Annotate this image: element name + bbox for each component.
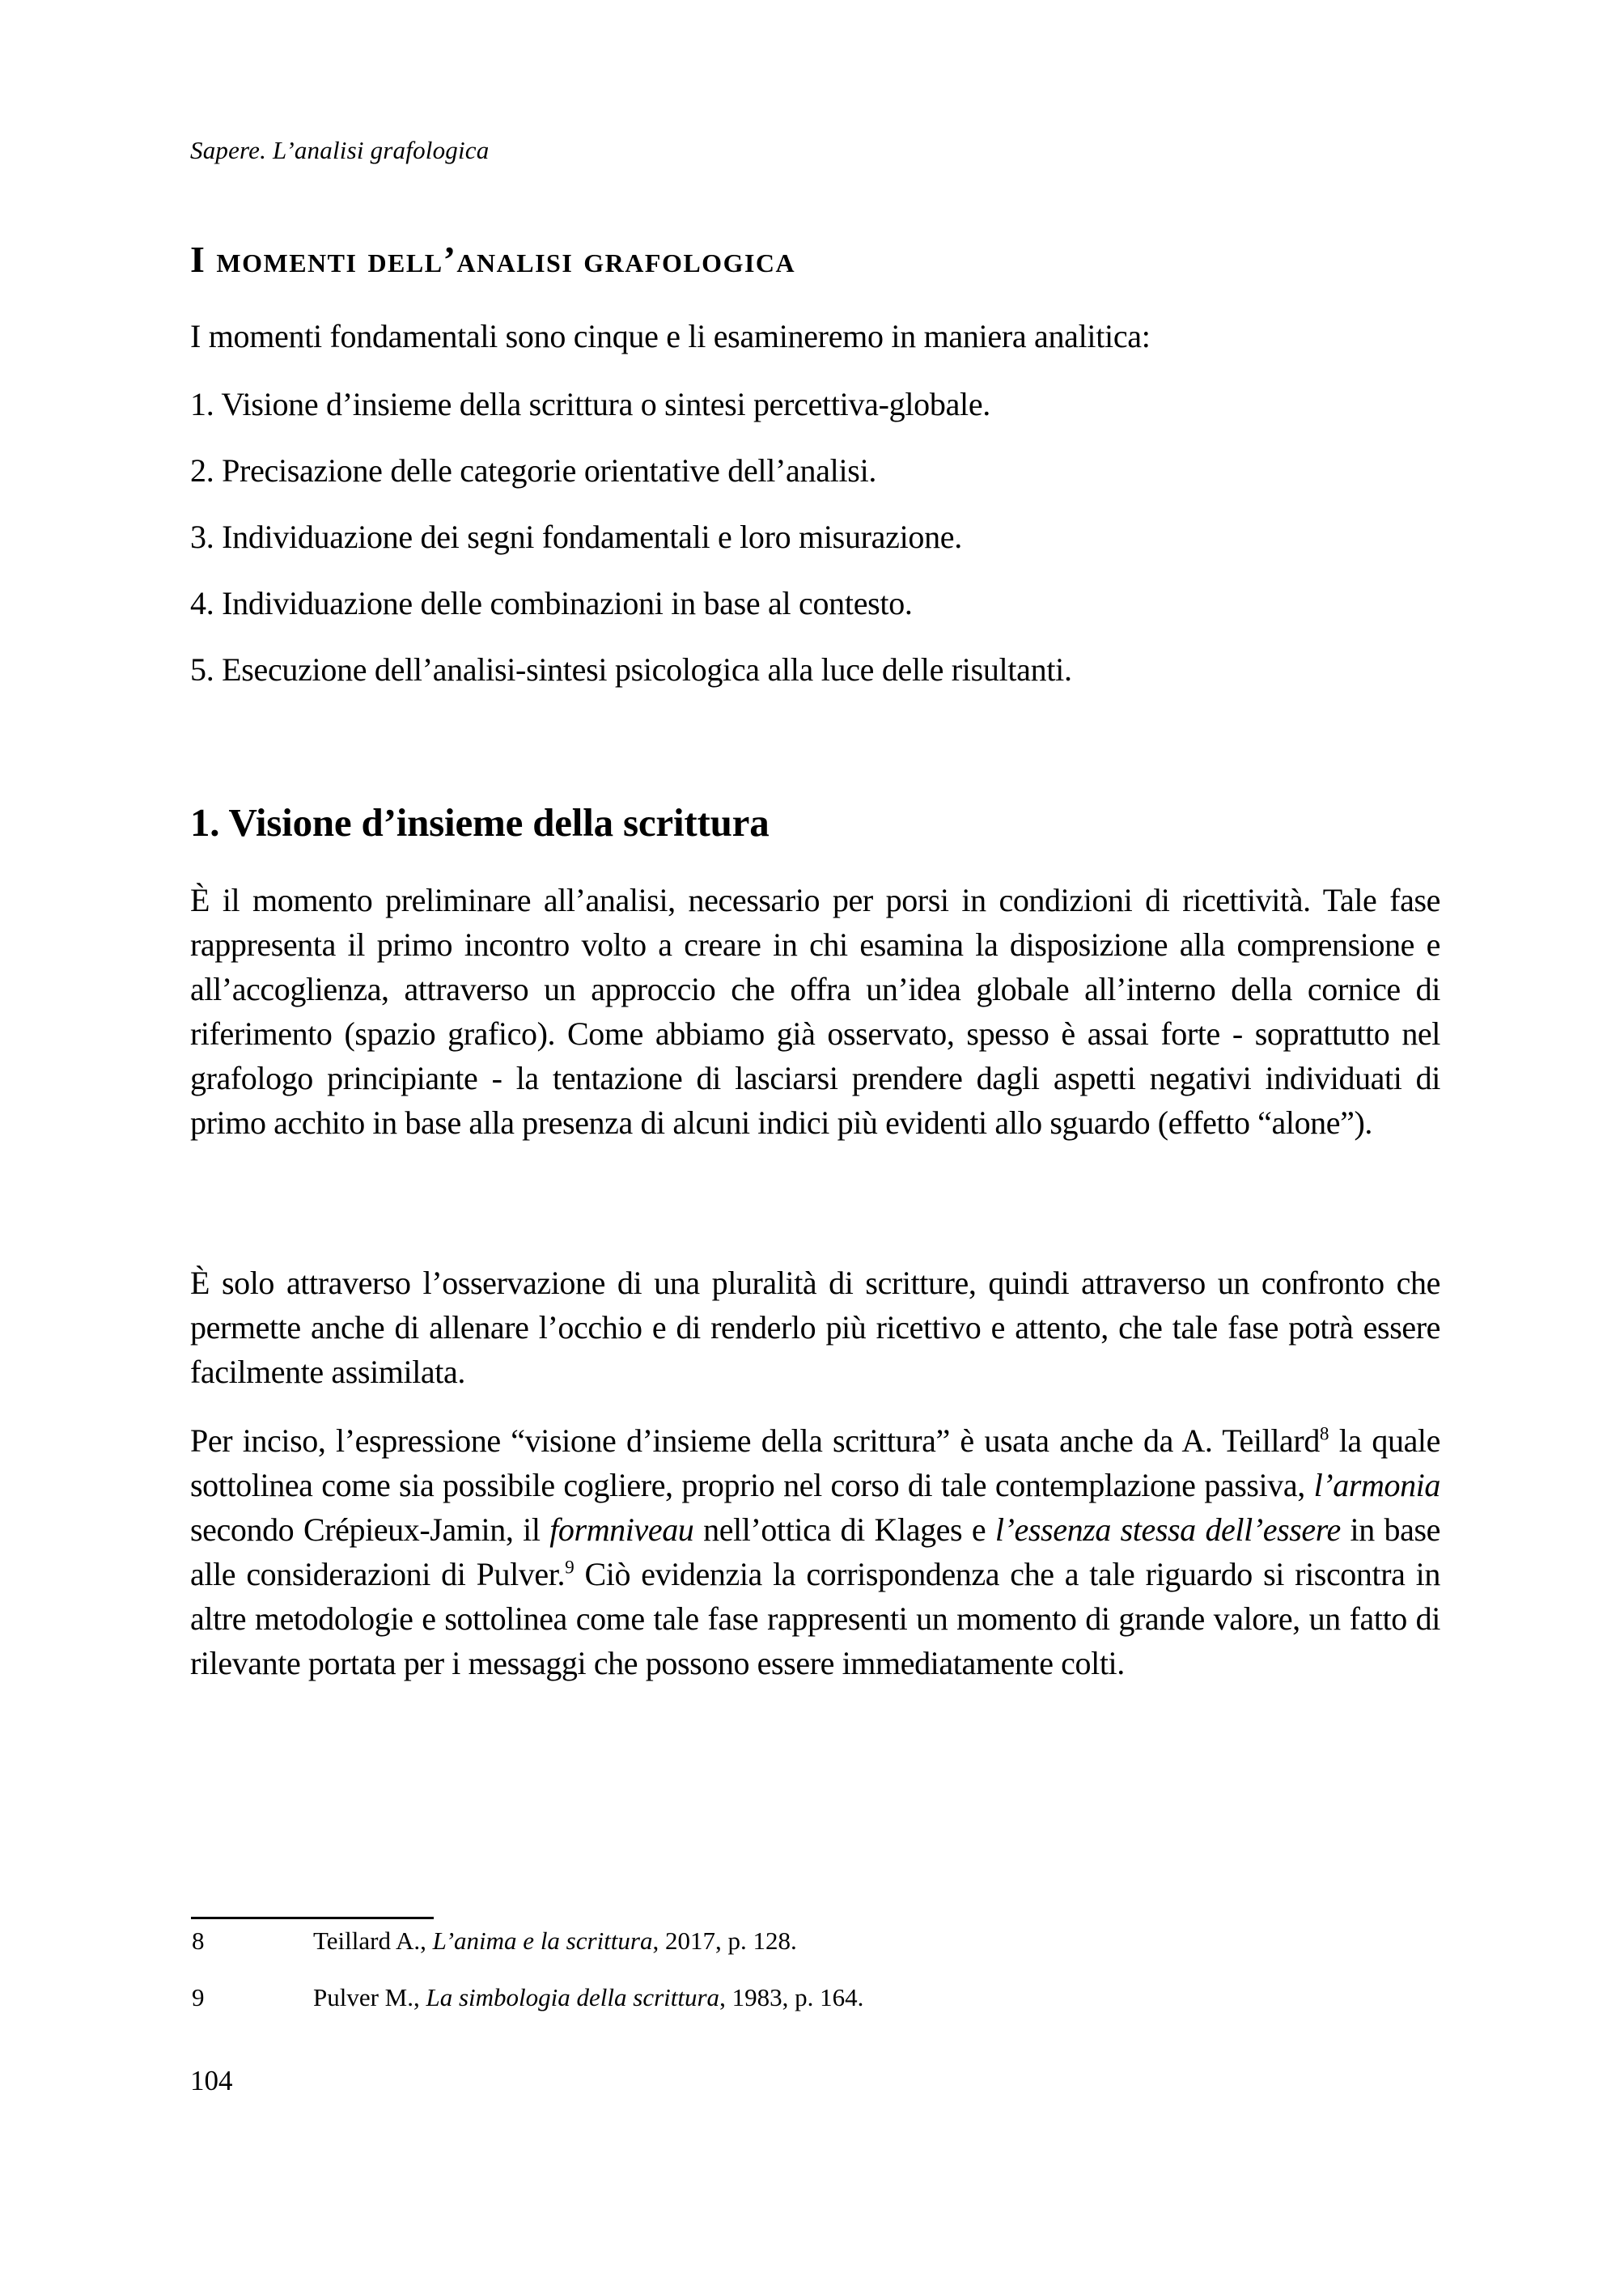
footnote bbox=[192, 1926, 1442, 1956]
list-item: 2. Precisazione delle categorie orientative dell’analisi. bbox=[190, 452, 877, 489]
footnote-text: Pulver M., La simbologia della scrittura, 1983, p. 164. bbox=[313, 1983, 864, 2011]
footnote bbox=[192, 1983, 1442, 2012]
list-item: 4. Individuazione delle combinazioni in base al contesto. bbox=[190, 585, 913, 621]
page-number: 104 bbox=[190, 2065, 233, 2096]
paragraph: Per inciso, l’espressione “visione d’insieme della scrittura” è usata anche da A. Teillard$^8$ la quale sottolinea come sia possibile cogliere, proprio nel corso di tale contemplazione passiva, l’armonia secondo Crépieux-Jamin, il formniveau nell’ottica di Klages e l’essenza stessa dell’essere in base alle considerazioni di Pulver.$^9$ Ciò evidenzia la corrispondenza che a tale riguardo si riscontra in altre metodologie e sottolinea come tale fase rappresenti un momento di grande valore, un fatto di rilevante portata per i messaggi che possono essere immediatamente colti. bbox=[190, 1422, 1440, 1681]
subsection-heading: 1. Visione d’insieme della scrittura bbox=[190, 800, 770, 845]
footnote-number: 9 bbox=[192, 1983, 205, 2011]
footnote-text: Teillard A., L’anima e la scrittura, 2017, p. 128. bbox=[313, 1926, 797, 1955]
running-header: Sapere. L’analisi grafologica bbox=[190, 136, 490, 164]
footnote-separator bbox=[191, 1917, 434, 1919]
section-heading: I momenti dell’analisi grafologica bbox=[190, 239, 796, 280]
list-item: 5. Esecuzione dell’analisi-sintesi psicologica alla luce delle risultanti. bbox=[190, 651, 1072, 688]
paragraph: È solo attraverso l’osservazione di una pluralità di scritture, quindi attraverso un confronto che permette anche di allenare l’occhio e di renderlo più ricettivo e attento, che tale fase potrà essere facilmente assimilata. bbox=[190, 1265, 1440, 1390]
section-intro: I momenti fondamentali sono cinque e li esamineremo in maniera analitica: bbox=[190, 318, 1151, 354]
list-item: 1. Visione d’insieme della scrittura o sintesi percettiva-globale. bbox=[190, 386, 990, 422]
list-item: 3. Individuazione dei segni fondamentali e loro misurazione. bbox=[190, 519, 962, 555]
footnote-number: 8 bbox=[192, 1926, 205, 1955]
paragraph: È il momento preliminare all’analisi, necessario per porsi in condizioni di ricettività. Tale fase rappresenta il primo incontro volto a creare in chi esamina la disposizione alla comprensione e all’accoglienza, attraverso un approccio che offra un’idea globale all’interno della cornice di riferimento (spazio grafico). Come abbiamo già osservato, spesso è assai forte - soprattutto nel grafologo principiante - la tentazione di lasciarsi prendere dagli aspetti negativi individuati di primo acchito in base alla presenza di alcuni indici più evidenti allo sguardo (effetto “alone”). bbox=[190, 882, 1440, 1141]
